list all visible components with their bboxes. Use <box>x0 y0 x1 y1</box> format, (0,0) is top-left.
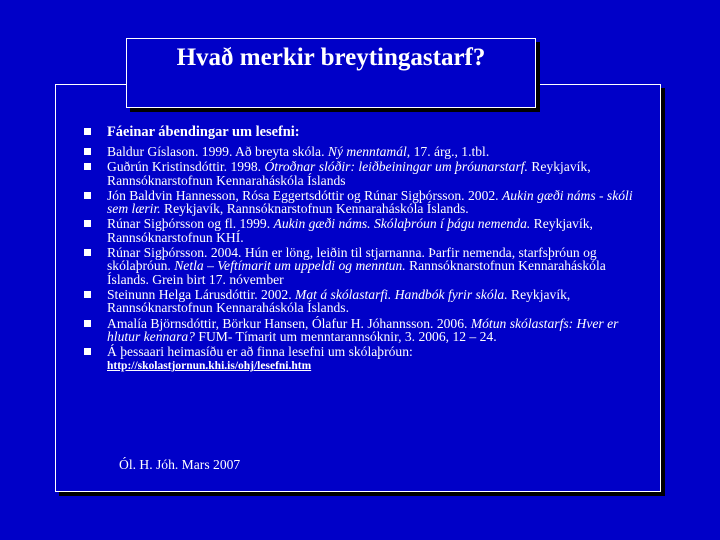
author-signature: Ól. H. Jóh. Mars 2007 <box>119 457 241 472</box>
square-bullet-icon <box>84 320 91 327</box>
list-item <box>83 345 649 374</box>
reference-text: Reykjavík, Rannsóknarstofnun Kennaraháskóla Íslands. <box>107 286 571 316</box>
square-bullet-icon <box>84 220 91 227</box>
slide-title: Hvað merkir breytingastarf? <box>176 44 486 71</box>
reference-text: Rúnar Sigþórsson. 2004. Hún er löng, leiðin til stjarnanna. Þarfir nemenda, starfsþróun og skólaþróun. <box>107 245 597 274</box>
reference-text: Á þessaari heimasíðu er að finna lesefni um skólaþróun: <box>107 344 413 360</box>
list-heading-text: Fáeinar ábendingar um lesefni: <box>107 124 300 140</box>
reference-text: Reykjavík, Rannsóknarstofnun Kennaraháskóla Íslands. <box>160 201 469 217</box>
reference-text: Amalía Björnsdóttir, Börkur Hansen, Ólafur H. Jóhannsson. 2006. <box>107 315 471 331</box>
reading-list <box>83 124 649 376</box>
reference-text: Baldur Gíslason. 1999. Að breyta skóla. <box>107 144 328 159</box>
reference-title: Mótun skólastarfs: Hver er hlutur kennara? <box>107 315 619 344</box>
square-bullet-icon <box>84 249 91 256</box>
reference-text: Jón Baldvin Hannesson, Rósa Eggertsdóttir og Rúnar Sigþórsson. 2002. <box>107 187 502 203</box>
square-bullet-icon <box>84 192 91 199</box>
list-item <box>83 217 649 244</box>
reference-text: FUM- Tímarit um menntarannsóknir, 3. 2006, 12 – 24. <box>194 328 497 344</box>
reading-list-link[interactable]: http://skolastjornun.khi.is/ohj/lesefni.htm <box>107 360 312 373</box>
reference-title: Aukin gæði náms - skóli sem lærir. <box>107 187 633 217</box>
reference-text: Rúnar Sigþórsson og fl. 1999. <box>107 216 274 232</box>
square-bullet-icon <box>84 148 91 155</box>
reference-text: Rannsóknarstofnun Kennaraháskóla Íslands. Grein birt 17. nóvember <box>107 258 606 287</box>
title-box <box>126 38 536 108</box>
reference-text: , 17. árg., 1.tbl. <box>406 144 490 159</box>
list-item <box>83 145 649 158</box>
reference-title: Ný menntamál <box>327 144 407 159</box>
list-item <box>83 246 649 286</box>
square-bullet-icon <box>84 128 91 135</box>
square-bullet-icon <box>84 163 91 170</box>
list-item <box>83 317 649 344</box>
reference-text: Guðrún Kristinsdóttir. 1998. <box>107 159 265 175</box>
list-item <box>83 189 649 216</box>
list-item <box>83 288 649 315</box>
reference-text: Reykjavík, Rannsóknarstofnun KHÍ. <box>107 216 593 245</box>
square-bullet-icon <box>84 348 91 355</box>
reference-title: Aukin gæði náms. Skólaþróun í þágu nemenda. <box>273 216 531 232</box>
reference-title: Netla – Veftímarit um uppeldi og menntun. <box>174 258 406 274</box>
reference-text: Steinunn Helga Lárusdóttir. 2002. <box>107 286 296 302</box>
reference-title: Mat á skólastarfi. Handbók fyrir skóla. <box>295 286 508 302</box>
list-item-heading <box>83 124 649 140</box>
reference-title: Ótroðnar slóðir: leiðbeiningar um þróunarstarf. <box>264 159 528 175</box>
square-bullet-icon <box>84 291 91 298</box>
reference-text: Reykjavík, Rannsóknarstofnun Kennaraháskóla Íslands <box>107 159 591 188</box>
list-item <box>83 160 649 187</box>
